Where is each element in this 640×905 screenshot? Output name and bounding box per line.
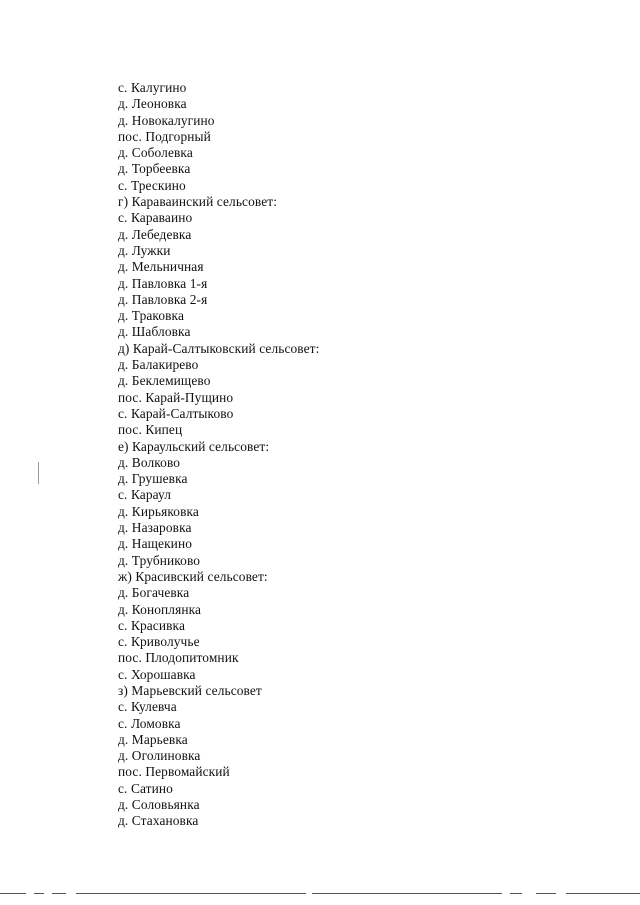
list-item: д. Марьевка — [118, 731, 188, 747]
list-item: д. Назаровка — [118, 520, 192, 536]
list-item: д. Траковка — [118, 308, 185, 324]
list-item: с. Караваино — [118, 210, 193, 226]
list-item: д. Шабловка — [118, 324, 191, 340]
list-item: с. Сатино — [118, 780, 173, 796]
list-item: д. Леоновка — [118, 96, 187, 112]
list-item: д. Кирьяковка — [118, 503, 199, 519]
list-item: д. Павловка 1-я — [118, 275, 208, 291]
list-item: с. Криволучье — [118, 634, 200, 650]
list-item: пос. Карай-Пущино — [118, 389, 234, 405]
list-item: д. Павловка 2-я — [118, 291, 208, 307]
list-item: д. Трубниково — [118, 552, 201, 568]
list-item: пос. Плодопитомник — [118, 650, 239, 666]
list-item: с. Хорошавка — [118, 666, 196, 682]
section-heading: д) Карай-Салтыковский сельсовет: — [118, 340, 320, 356]
list-item: с. Красивка — [118, 617, 185, 633]
list-item: с. Трескино — [118, 177, 186, 193]
list-item: д. Торбеевка — [118, 161, 191, 177]
list-item: д. Лужки — [118, 242, 171, 258]
list-item: д. Мельничная — [118, 259, 204, 275]
list-item: д. Стахановка — [118, 813, 199, 829]
scan-bottom-edge — [0, 893, 640, 897]
list-item: д. Коноплянка — [118, 601, 202, 617]
scan-margin-mark — [38, 462, 39, 484]
section-heading: ж) Красивский сельсовет: — [118, 568, 268, 584]
list-item: пос. Кипец — [118, 422, 183, 438]
list-item: д. Волково — [118, 454, 181, 470]
list-item: д. Лебедевка — [118, 226, 192, 242]
list-item: д. Беклемищево — [118, 373, 211, 389]
section-heading: е) Караульский сельсовет: — [118, 438, 270, 454]
list-item: д. Оголиновка — [118, 748, 201, 764]
list-item: д. Богачевка — [118, 585, 190, 601]
list-item: с. Калугино — [118, 80, 187, 95]
list-item: с. Карай-Салтыково — [118, 405, 234, 421]
section-heading: г) Караваинский сельсовет: — [118, 194, 278, 210]
list-item: с. Ломовка — [118, 715, 181, 731]
list-item: д. Балакирево — [118, 357, 199, 373]
list-item: пос. Подгорный — [118, 128, 211, 144]
list-item: пос. Первомайский — [118, 764, 230, 780]
list-item: с. Караул — [118, 487, 171, 503]
list-item: с. Кулевча — [118, 699, 177, 715]
list-item: д. Соболевка — [118, 145, 193, 161]
settlement-list — [118, 80, 319, 830]
list-item: д. Нащекино — [118, 536, 193, 552]
section-heading: з) Марьевский сельсовет — [118, 682, 262, 698]
list-item: д. Грушевка — [118, 471, 188, 487]
list-item: д. Соловьянка — [118, 797, 200, 813]
list-item: д. Новокалугино — [118, 112, 215, 128]
